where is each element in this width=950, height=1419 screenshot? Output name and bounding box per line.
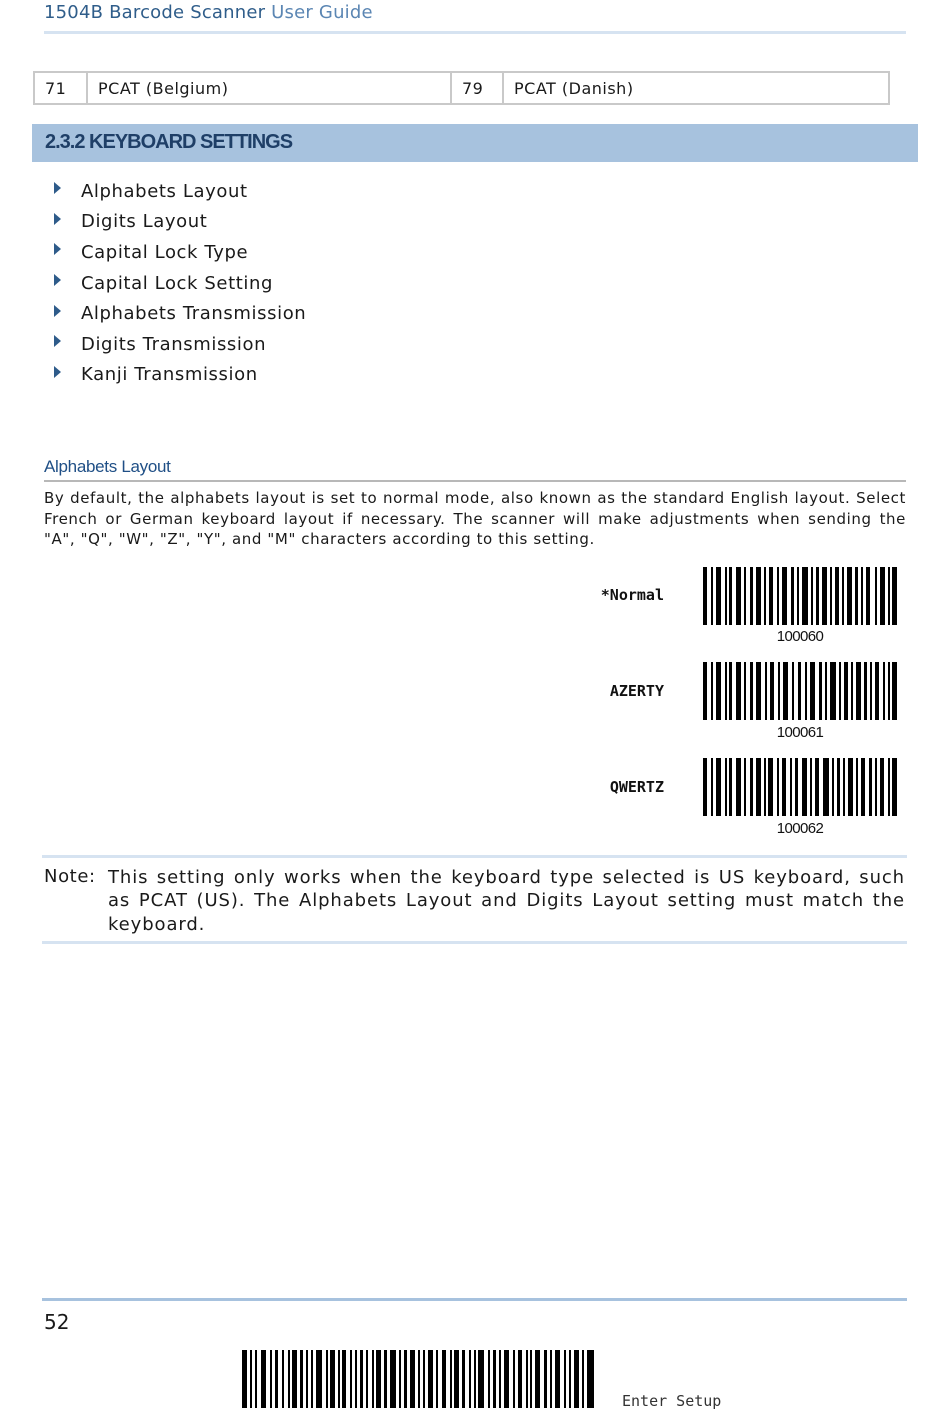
triangle-right-icon bbox=[54, 213, 61, 225]
list-item-label: Capital Lock Type bbox=[81, 241, 249, 263]
barcode-code-normal: 100060 bbox=[776, 628, 824, 645]
list-item-label: Digits Transmission bbox=[81, 333, 267, 355]
barcode-icon bbox=[242, 1350, 594, 1408]
option-label-qwertz: QWERTZ bbox=[609, 778, 664, 796]
barcode-qwertz[interactable] bbox=[703, 758, 897, 816]
triangle-right-icon bbox=[54, 182, 61, 194]
triangle-right-icon bbox=[54, 335, 61, 347]
list-item[interactable] bbox=[52, 237, 306, 268]
note-text: This setting only works when the keyboard type selected is US keyboard, such as PCAT (US). The Alphabets Layout and Digits Layout setting must match the keyboard. bbox=[108, 867, 905, 935]
barcode-icon bbox=[703, 662, 897, 720]
table-row bbox=[34, 72, 889, 104]
barcode-code-azerty: 100061 bbox=[776, 724, 824, 741]
triangle-right-icon bbox=[54, 305, 61, 317]
list-item[interactable] bbox=[52, 176, 306, 207]
keyboard-type-table bbox=[33, 71, 890, 105]
list-item[interactable] bbox=[52, 268, 306, 299]
barcode-azerty[interactable] bbox=[703, 662, 897, 720]
table-cell-code: 79 bbox=[451, 72, 503, 104]
option-label-normal: *Normal bbox=[600, 586, 664, 604]
note-divider-bottom bbox=[42, 941, 907, 944]
list-item[interactable] bbox=[52, 329, 306, 360]
barcode-normal[interactable] bbox=[703, 567, 897, 625]
list-item-label: Digits Layout bbox=[81, 211, 208, 233]
enter-setup-label: Enter Setup bbox=[622, 1392, 722, 1410]
table-cell-name: PCAT (Danish) bbox=[503, 72, 889, 104]
list-item-label: Capital Lock Setting bbox=[81, 272, 274, 294]
table-cell-code: 71 bbox=[34, 72, 87, 104]
subsection-divider bbox=[44, 480, 906, 482]
enter-setup-barcode[interactable] bbox=[242, 1350, 594, 1412]
table-cell-name: PCAT (Belgium) bbox=[87, 72, 451, 104]
list-item[interactable] bbox=[52, 207, 306, 238]
barcode-code-qwertz: 100062 bbox=[776, 820, 824, 837]
list-item-label: Alphabets Transmission bbox=[81, 303, 307, 325]
list-item[interactable] bbox=[52, 360, 306, 391]
note-label: Note: bbox=[44, 866, 96, 887]
section-contents-list bbox=[52, 176, 306, 390]
header-guide: User Guide bbox=[271, 2, 373, 23]
barcode-icon bbox=[703, 758, 897, 816]
triangle-right-icon bbox=[54, 274, 61, 286]
list-item[interactable] bbox=[52, 298, 306, 329]
barcode-icon bbox=[703, 567, 897, 625]
triangle-right-icon bbox=[54, 243, 61, 255]
header-divider bbox=[44, 31, 906, 34]
list-item-label: Alphabets Layout bbox=[81, 180, 248, 202]
section-header-bar bbox=[32, 124, 918, 162]
triangle-right-icon bbox=[54, 366, 61, 378]
list-item-label: Kanji Transmission bbox=[81, 364, 258, 386]
option-label-azerty: AZERTY bbox=[609, 682, 664, 700]
page-number: 52 bbox=[44, 1310, 70, 1334]
note-divider-top bbox=[42, 855, 907, 858]
section-title: 2.3.2 KEYBOARD SETTINGS bbox=[45, 131, 293, 153]
footer-divider bbox=[42, 1298, 907, 1301]
subsection-heading: Alphabets Layout bbox=[44, 457, 171, 476]
description-paragraph: By default, the alphabets layout is set to normal mode, also known as the standard English layout. Select French or German keyboard layout if necessary. The scanner will make adjustments when sending the "A", "Q", "W", "Z", "Y", and "M" characters according to this setting. bbox=[44, 489, 906, 548]
header-product: 1504B Barcode Scanner bbox=[44, 2, 266, 23]
header-title bbox=[44, 2, 373, 23]
